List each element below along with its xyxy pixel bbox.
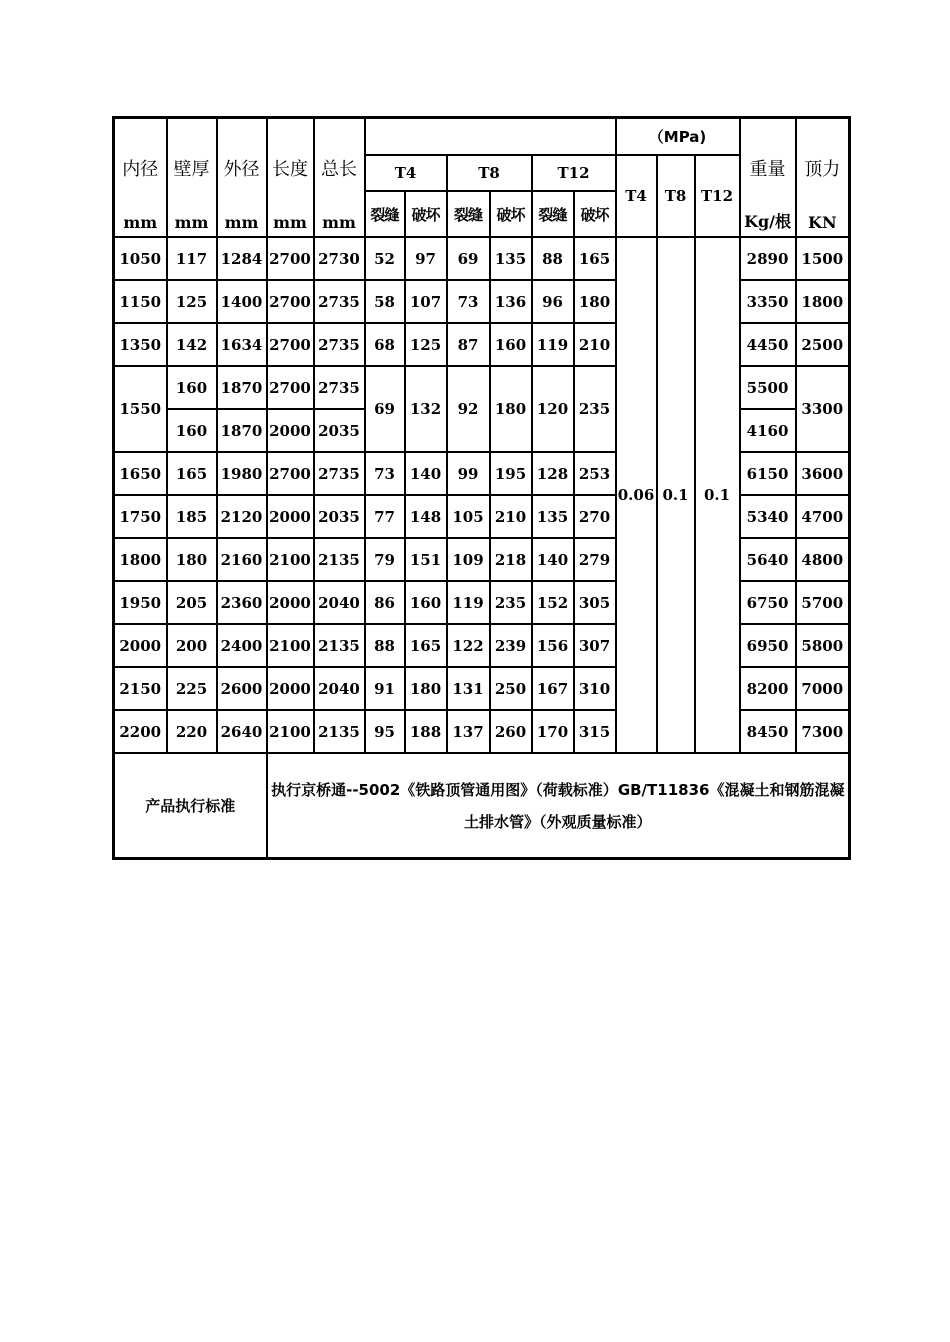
cell-t12-crack: 152 [532,581,574,624]
cell-inner: 2000 [114,624,167,667]
header-length [267,118,314,238]
cell-outer: 2600 [217,667,267,710]
cell-t4-crack: 68 [365,323,405,366]
cell-total: 2035 [314,409,365,452]
cell-wall: 165 [167,452,217,495]
cell-t12-crack: 167 [532,667,574,710]
cell-outer: 1870 [217,409,267,452]
header-total-length [314,118,365,238]
header-inner-diameter-unit: mm [123,213,158,232]
cell-outer: 1980 [217,452,267,495]
cell-inner: 1650 [114,452,167,495]
cell-t4-break: 188 [405,710,447,753]
header-t8-crack: 裂缝 [447,191,490,237]
cell-weight: 6150 [740,452,796,495]
cell-inner: 1750 [114,495,167,538]
cell-t12-break: 270 [574,495,616,538]
header-outer-diameter-unit: mm [224,213,259,232]
standards-text-part5: 《混凝土和钢筋混凝土排水管》（外观质量标准） [464,780,845,831]
cell-wall: 160 [167,409,217,452]
cell-t12-crack: 119 [532,323,574,366]
cell-inner: 1050 [114,237,167,280]
cell-wall: 117 [167,237,217,280]
cell-total: 2735 [314,366,365,409]
cell-t8-break: 180 [490,366,532,452]
header-pressure-t4: T4 [616,155,657,237]
cell-t8-crack: 73 [447,280,490,323]
cell-t12-crack: 120 [532,366,574,452]
cell-t4-break: 160 [405,581,447,624]
header-thrust-label: 顶力 [804,159,841,180]
table-row [114,538,850,581]
table-row [114,710,850,753]
cell-inner: 2200 [114,710,167,753]
standards-text-part3: 《铁路顶管通用图》（荷载标准） [400,780,618,799]
cell-total: 2040 [314,667,365,710]
cell-t8-break: 235 [490,581,532,624]
cell-pressure-t8: 0.1 [657,237,695,753]
cell-wall: 220 [167,710,217,753]
cell-total: 2040 [314,581,365,624]
table-row [114,667,850,710]
table-row [114,323,850,366]
cell-length: 2000 [267,581,314,624]
cell-thrust: 5800 [796,624,850,667]
cell-length: 2000 [267,495,314,538]
cell-t4-crack: 95 [365,710,405,753]
cell-thrust: 3300 [796,366,850,452]
cell-wall: 125 [167,280,217,323]
header-inner-diameter-label: 内径 [122,159,159,180]
cell-t12-break: 307 [574,624,616,667]
cell-inner: 1800 [114,538,167,581]
table-row [114,452,850,495]
cell-length: 2100 [267,538,314,581]
cell-total: 2135 [314,710,365,753]
standards-text-part1: 执行京桥通 [271,780,347,799]
cell-outer: 2640 [217,710,267,753]
table-row [114,280,850,323]
cell-t8-crack: 69 [447,237,490,280]
cell-length: 2000 [267,667,314,710]
cell-total: 2730 [314,237,365,280]
cell-t8-crack: 87 [447,323,490,366]
cell-t4-break: 140 [405,452,447,495]
cell-length: 2700 [267,452,314,495]
header-thrust [796,118,850,238]
cell-t12-crack: 96 [532,280,574,323]
cell-weight: 8200 [740,667,796,710]
cell-t8-break: 160 [490,323,532,366]
cell-outer: 1870 [217,366,267,409]
cell-total: 2135 [314,624,365,667]
cell-inner: 1950 [114,581,167,624]
cell-t8-break: 250 [490,667,532,710]
cell-thrust: 1500 [796,237,850,280]
cell-t12-break: 235 [574,366,616,452]
cell-wall: 142 [167,323,217,366]
cell-t8-break: 195 [490,452,532,495]
header-total-length-label: 总长 [321,159,357,180]
cell-inner: 2150 [114,667,167,710]
cell-weight: 8450 [740,710,796,753]
cell-thrust: 7000 [796,667,850,710]
cell-t8-break: 260 [490,710,532,753]
header-pressure-t12: T12 [695,155,740,237]
cell-t4-crack: 86 [365,581,405,624]
cell-t4-crack: 79 [365,538,405,581]
cell-weight: 2890 [740,237,796,280]
cell-t4-break: 165 [405,624,447,667]
cell-total: 2735 [314,280,365,323]
cell-t8-crack: 92 [447,366,490,452]
cell-t8-break: 239 [490,624,532,667]
cell-wall: 200 [167,624,217,667]
header-weight [740,118,796,238]
cell-wall: 205 [167,581,217,624]
cell-t12-crack: 156 [532,624,574,667]
cell-t4-break: 151 [405,538,447,581]
standards-text-part2: --5002 [346,780,401,799]
header-outer-diameter-label: 外径 [223,159,260,180]
pipe-spec-table [112,116,851,860]
cell-total: 2035 [314,495,365,538]
cell-inner: 1550 [114,366,167,452]
cell-length: 2100 [267,710,314,753]
cell-outer: 2120 [217,495,267,538]
cell-t12-crack: 128 [532,452,574,495]
cell-t12-crack: 140 [532,538,574,581]
header-load-blank [365,118,616,156]
cell-t8-crack: 105 [447,495,490,538]
cell-t12-break: 310 [574,667,616,710]
cell-wall: 225 [167,667,217,710]
cell-t12-crack: 135 [532,495,574,538]
cell-thrust: 3600 [796,452,850,495]
cell-t4-crack: 58 [365,280,405,323]
cell-total: 2735 [314,452,365,495]
standards-text [267,753,850,859]
cell-length: 2000 [267,409,314,452]
header-outer-diameter [217,118,267,238]
cell-thrust: 2500 [796,323,850,366]
cell-weight: 6750 [740,581,796,624]
header-pressure-t8: T8 [657,155,695,237]
cell-t4-crack: 73 [365,452,405,495]
header-inner-diameter [114,118,167,238]
header-t12-crack: 裂缝 [532,191,574,237]
standards-label: 产品执行标准 [114,753,267,859]
cell-t8-crack: 99 [447,452,490,495]
cell-t8-crack: 119 [447,581,490,624]
cell-t12-break: 279 [574,538,616,581]
cell-thrust: 1800 [796,280,850,323]
cell-weight: 5500 [740,366,796,409]
header-t4-break: 破坏 [405,191,447,237]
cell-pressure-t12: 0.1 [695,237,740,753]
cell-weight: 4160 [740,409,796,452]
header-wall-thickness-label: 壁厚 [173,159,210,180]
cell-t12-break: 180 [574,280,616,323]
cell-t4-crack: 69 [365,366,405,452]
header-wall-thickness [167,118,217,238]
header-t4-crack: 裂缝 [365,191,405,237]
cell-t8-crack: 131 [447,667,490,710]
cell-t12-break: 210 [574,323,616,366]
header-load-t8: T8 [447,155,532,191]
cell-pressure-t4: 0.06 [616,237,657,753]
cell-t12-break: 315 [574,710,616,753]
table-row [114,624,850,667]
cell-weight: 4450 [740,323,796,366]
cell-t8-break: 136 [490,280,532,323]
header-pressure-unit: （MPa) [616,118,740,156]
cell-weight: 5640 [740,538,796,581]
cell-outer: 1400 [217,280,267,323]
cell-inner: 1150 [114,280,167,323]
cell-total: 2135 [314,538,365,581]
header-length-unit: mm [273,213,307,232]
header-t8-break: 破坏 [490,191,532,237]
cell-t4-crack: 88 [365,624,405,667]
header-total-length-unit: mm [322,213,356,232]
cell-weight: 6950 [740,624,796,667]
cell-t12-crack: 170 [532,710,574,753]
cell-thrust: 4800 [796,538,850,581]
cell-outer: 2360 [217,581,267,624]
cell-t12-break: 165 [574,237,616,280]
header-load-t12: T12 [532,155,616,191]
header-load-t4: T4 [365,155,447,191]
header-weight-unit: Kg/根 [744,212,792,231]
cell-outer: 1634 [217,323,267,366]
cell-inner: 1350 [114,323,167,366]
cell-t4-break: 97 [405,237,447,280]
cell-outer: 1284 [217,237,267,280]
standards-row [114,753,850,859]
cell-t8-crack: 122 [447,624,490,667]
cell-wall: 185 [167,495,217,538]
cell-length: 2700 [267,280,314,323]
cell-weight: 3350 [740,280,796,323]
cell-t8-crack: 137 [447,710,490,753]
cell-t4-break: 107 [405,280,447,323]
table-row [114,366,850,409]
table-row [114,237,850,280]
cell-t4-break: 125 [405,323,447,366]
header-t12-break: 破坏 [574,191,616,237]
cell-length: 2700 [267,237,314,280]
cell-t12-break: 253 [574,452,616,495]
cell-t12-crack: 88 [532,237,574,280]
table-row [114,581,850,624]
cell-thrust: 7300 [796,710,850,753]
table-row [114,495,850,538]
cell-weight: 5340 [740,495,796,538]
cell-t4-break: 180 [405,667,447,710]
cell-wall: 180 [167,538,217,581]
cell-thrust: 4700 [796,495,850,538]
cell-t12-break: 305 [574,581,616,624]
header-length-label: 长度 [272,159,308,180]
header-wall-thickness-unit: mm [174,213,209,232]
cell-t8-crack: 109 [447,538,490,581]
cell-t4-crack: 52 [365,237,405,280]
cell-total: 2735 [314,323,365,366]
cell-thrust: 5700 [796,581,850,624]
standards-text-part4: GB/T11836 [617,780,710,799]
cell-t4-crack: 77 [365,495,405,538]
cell-t4-crack: 91 [365,667,405,710]
cell-outer: 2400 [217,624,267,667]
cell-t8-break: 218 [490,538,532,581]
header-weight-label: 重量 [749,159,786,180]
cell-length: 2100 [267,624,314,667]
cell-t4-break: 132 [405,366,447,452]
header-thrust-unit: KN [808,213,837,232]
cell-outer: 2160 [217,538,267,581]
cell-wall: 160 [167,366,217,409]
cell-t8-break: 135 [490,237,532,280]
cell-length: 2700 [267,366,314,409]
cell-length: 2700 [267,323,314,366]
cell-t8-break: 210 [490,495,532,538]
cell-t4-break: 148 [405,495,447,538]
